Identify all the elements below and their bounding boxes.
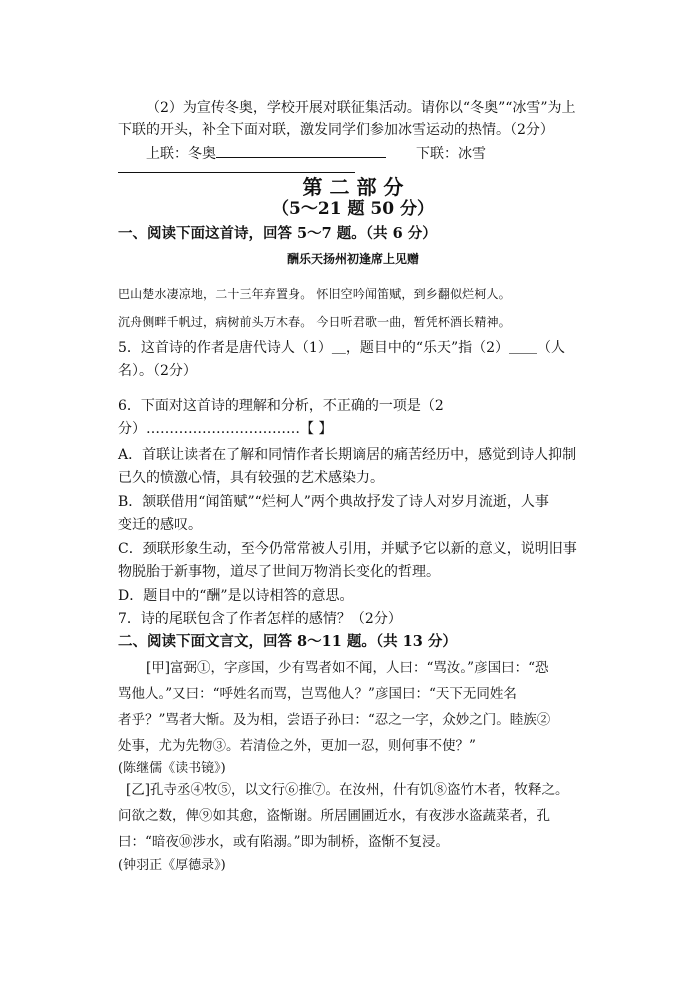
question-2-line-2: 下联的开头，补全下面对联，激发同学们参加冰雪运动的热情。（2分） bbox=[118, 122, 554, 138]
option-b-line-2: 变迁的感叹。 bbox=[118, 517, 202, 533]
passage-yi-line-1: [乙]孔寺丞④牧⑤，以文行⑥推⑦。在汝州，什有饥⑧盗竹木者，牧释之。 bbox=[126, 782, 569, 798]
question-5-line-2: 名）。（2分） bbox=[118, 363, 197, 379]
upper-couplet-label: 上联：冬奥 bbox=[146, 146, 216, 162]
part-two-subtitle: （5～21 题 50 分） bbox=[272, 199, 434, 219]
passage-jia-line-2: 骂他人。”又曰：“呼姓名而骂，岂骂他人？”彦国曰：“天下无同姓名 bbox=[118, 686, 517, 702]
passage-jia-line-1: [甲]富弼①，字彦国，少有骂者如不闻，人曰：“骂汝。”彦国曰：“恐 bbox=[146, 660, 549, 676]
section-one-heading: 一、阅读下面这首诗，回答 5～7 题。（共 6 分） bbox=[118, 225, 437, 242]
poem-line-1: 巴山楚水凄凉地，二十三年弃置身。 怀旧空吟闻笛赋，到乡翻似烂柯人。 bbox=[118, 287, 511, 301]
section-two-heading: 二、阅读下面文言文，回答 8～11 题。（共 13 分） bbox=[118, 633, 457, 650]
question-7: 7．诗的尾联包含了作者怎样的感情？（2分） bbox=[118, 611, 402, 627]
question-2-line-1: （2）为宣传冬奥，学校开展对联征集活动。请你以“冬奥”“冰雪”为上 bbox=[146, 100, 576, 116]
upper-couplet-blank[interactable] bbox=[216, 141, 386, 158]
poem-title: 酬乐天扬州初逢席上见赠 bbox=[286, 252, 419, 266]
part-two-title: 第 二 部 分 bbox=[302, 175, 404, 199]
option-c-line-2: 物脱胎于新事物，道尽了世间万物消长变化的哲理。 bbox=[118, 564, 440, 580]
option-a-line-2: 已久的愤激心情，具有较强的艺术感染力。 bbox=[118, 470, 384, 486]
lower-couplet-label: 下联：冰雪 bbox=[416, 146, 486, 162]
passage-yi-source: (钟羽正《厚德录》) bbox=[118, 858, 226, 873]
question-6-line-1: 6．下面对这首诗的理解和分析，不正确的一项是（2 bbox=[118, 398, 444, 414]
poem-line-2: 沉舟侧畔千帆过，病树前头万木春。 今日听君歌一曲，暂凭杯酒长精神。 bbox=[118, 315, 511, 329]
passage-jia-line-4: 处事，尤为先物③。若清俭之外，更加一忍，则何事不使？” bbox=[118, 738, 476, 754]
question-6-line-2: 分）……………………………【 】 bbox=[118, 421, 333, 437]
couplet-row bbox=[146, 141, 616, 165]
lower-couplet-blank[interactable] bbox=[118, 172, 355, 173]
question-5-line-1: 5．这首诗的作者是唐代诗人（1）＿，题目中的“乐天”指（2）＿＿（人 bbox=[118, 340, 566, 356]
passage-yi-line-3: 曰：“暗夜⑩涉水，或有陷溺。”即为制桥，盗惭不复浸。 bbox=[118, 834, 450, 850]
passage-yi-line-2: 问欲之数，俾⑨如其愈，盗惭谢。所居圃圃近水，有夜涉水盗蔬菜者，孔 bbox=[118, 808, 550, 824]
option-d: D．题目中的“酬”是以诗相答的意思。 bbox=[118, 588, 354, 604]
option-c-line-1: C．颈联形象生动，至今仍常常被人引用，并赋予它以新的意义，说明旧事 bbox=[118, 541, 577, 557]
passage-jia-source: (陈继儒《读书镜》) bbox=[118, 761, 226, 776]
passage-jia-line-3: 者乎？”骂者大惭。及为相，尝语子孙曰：“忍之一字，众妙之门。睦族② bbox=[118, 712, 551, 728]
option-a-line-1: A．首联让读者在了解和同情作者长期谪居的痛苦经历中，感觉到诗人抑制 bbox=[118, 447, 577, 463]
option-b-line-1: B．颔联借用“闻笛赋”“烂柯人”两个典故抒发了诗人对岁月流逝，人事 bbox=[118, 494, 549, 510]
